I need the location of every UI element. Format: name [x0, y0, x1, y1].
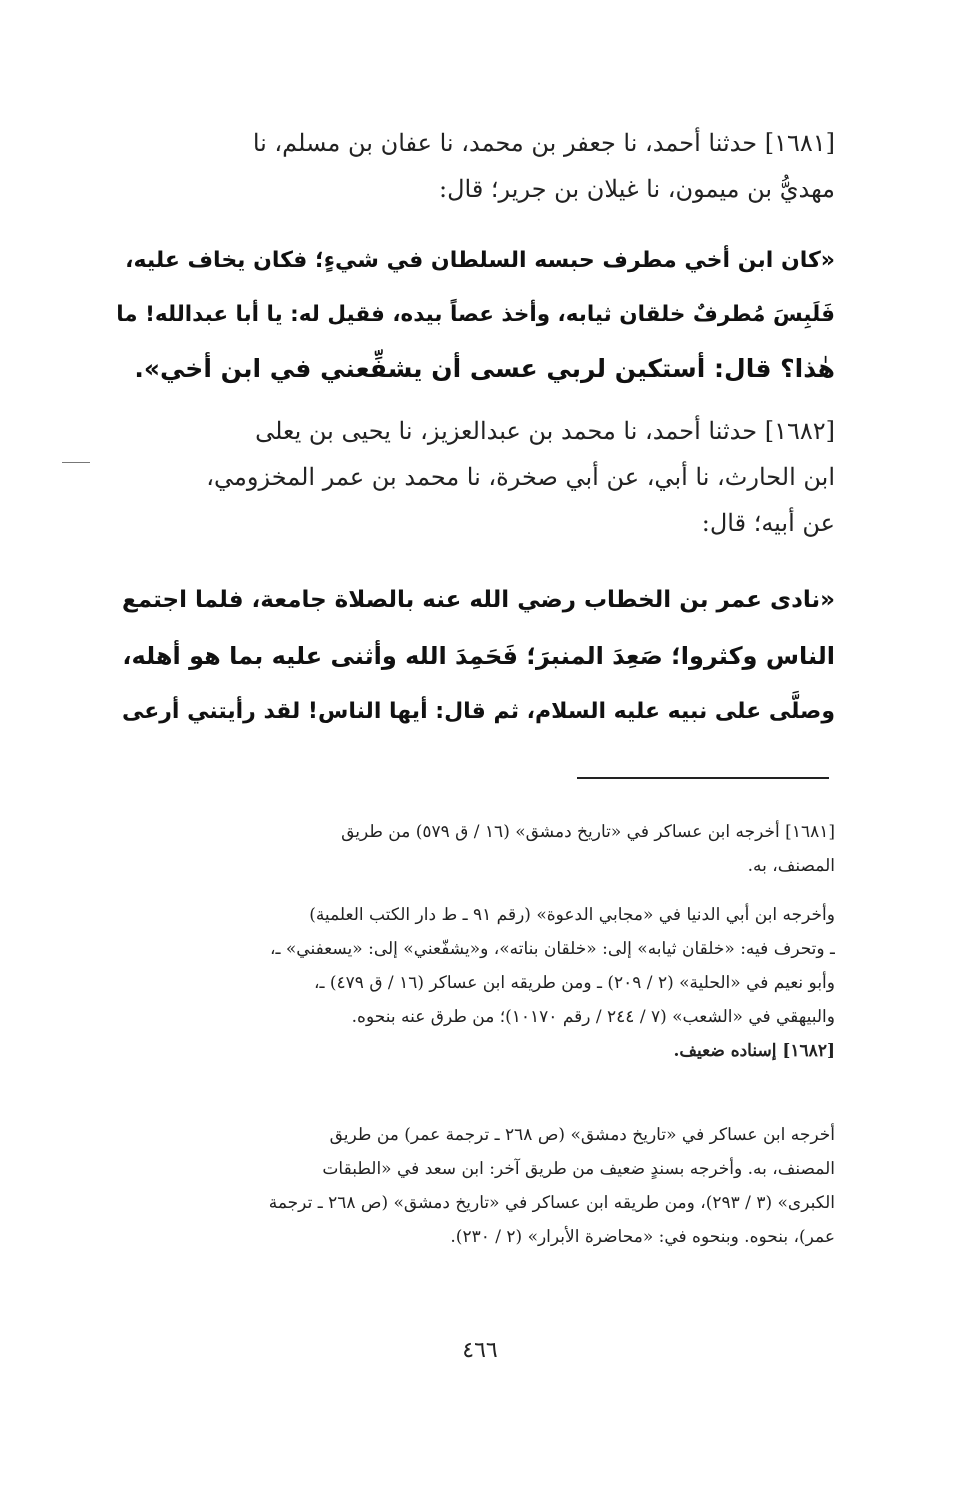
text-line: والبيهقي في «الشعب» (٧ / ٢٤٤ / رقم ١٠١٧٠)؛ من طرق عنه بنحوه. [351, 1007, 835, 1027]
text-line: وصلَّى على نبيه عليه السلام، ثم قال: أيها الناس! لقد رأيتني أرعى [121, 699, 835, 724]
hadith-1681-isnad [115, 120, 835, 212]
text-line: فَلَبِسَ مُطرفٌ خلقان ثيابه، وأخذ عصاً بيده، فقيل له: يا أبا عبدالله! ما [116, 302, 835, 327]
text-line: عمر)، بنحوه. وبنحوه في: «محاضرة الأبرار» (٢ / ٢٣٠). [450, 1227, 835, 1247]
margin-mark [62, 462, 90, 463]
hadith-1682-matn [115, 572, 835, 740]
footnote-1682-heading: [١٦٨٢] إسناده ضعيف. [673, 1041, 835, 1061]
text-line: [١٦٨١] أخرجه ابن عساكر في «تاريخ دمشق» (١٦ / ق ٥٧٩) من طريق [341, 822, 835, 842]
footnote-1681 [115, 815, 835, 883]
text-line: وأخرجه ابن أبي الدنيا في «مجابي الدعوة» (رقم ٩١ ـ ط دار الكتب العلمية) [309, 905, 835, 925]
text-line: «كان ابن أخي مطرف حبسه السلطان في شيءٍ؛ فكان يخاف عليه، [125, 248, 835, 273]
footnote-1681-more [115, 898, 835, 1068]
text-line: [١٦٨١] حدثنا أحمد، نا جعفر بن محمد، نا عفان بن مسلم، نا [252, 129, 835, 157]
text-line: عن أبيه؛ قال: [701, 509, 835, 537]
text-line: «نادى عمر بن الخطاب رضي الله عنه بالصلاة جامعة، فلما اجتمع [122, 587, 835, 613]
text-line: أخرجه ابن عساكر في «تاريخ دمشق» (ص ٢٦٨ ـ ترجمة عمر) من طريق [329, 1125, 835, 1145]
text-line: ابن الحارث، نا أبي، عن أبي صخرة، نا محمد بن عمر المخزومي، [206, 463, 835, 491]
text-line: الكبرى» (٣ / ٢٩٣)، ومن طريقه ابن عساكر في «تاريخ دمشق» (ص ٢٦٨ ـ ترجمة [268, 1193, 835, 1213]
text-line: المصنف، به. وأخرجه بسندٍ ضعيف من طريق آخر: ابن سعد في «الطبقات [322, 1159, 835, 1179]
text-line: المصنف، به. [747, 856, 835, 876]
text-line: وأبو نعيم في «الحلية» (٢ / ٢٠٩) ـ ومن طريقه ابن عساكر (١٦ / ق ٤٧٩) ـ، [314, 973, 835, 993]
text-line: ـ وتحرف فيه: «خلقان ثيابه» إلى: «خلقان بناته»، و«يشفّعني» إلى: «يسعفني» ـ، [270, 939, 835, 959]
footnote-1682 [115, 1118, 835, 1254]
hadith-1682-isnad [115, 408, 835, 546]
hadith-1681-matn [115, 234, 835, 396]
text-line: الناس وكثروا؛ صَعِدَ المنبرَ؛ فَحَمِدَ الله وأثنى عليه بما هو أهله، [122, 642, 835, 670]
text-line: مهديُّ بن ميمون، نا غيلان بن جرير؛ قال: [438, 175, 835, 203]
footnote-separator [577, 777, 829, 779]
page-number: ٤٦٦ [462, 1338, 498, 1363]
text-line: هٰذا؟ قال: أستكين لربي عسى أن يشفِّعني في ابن أخي». [134, 354, 835, 383]
text-line: [١٦٨٢] حدثنا أحمد، نا محمد بن عبدالعزيز، نا يحيى بن يعلى [255, 417, 835, 445]
